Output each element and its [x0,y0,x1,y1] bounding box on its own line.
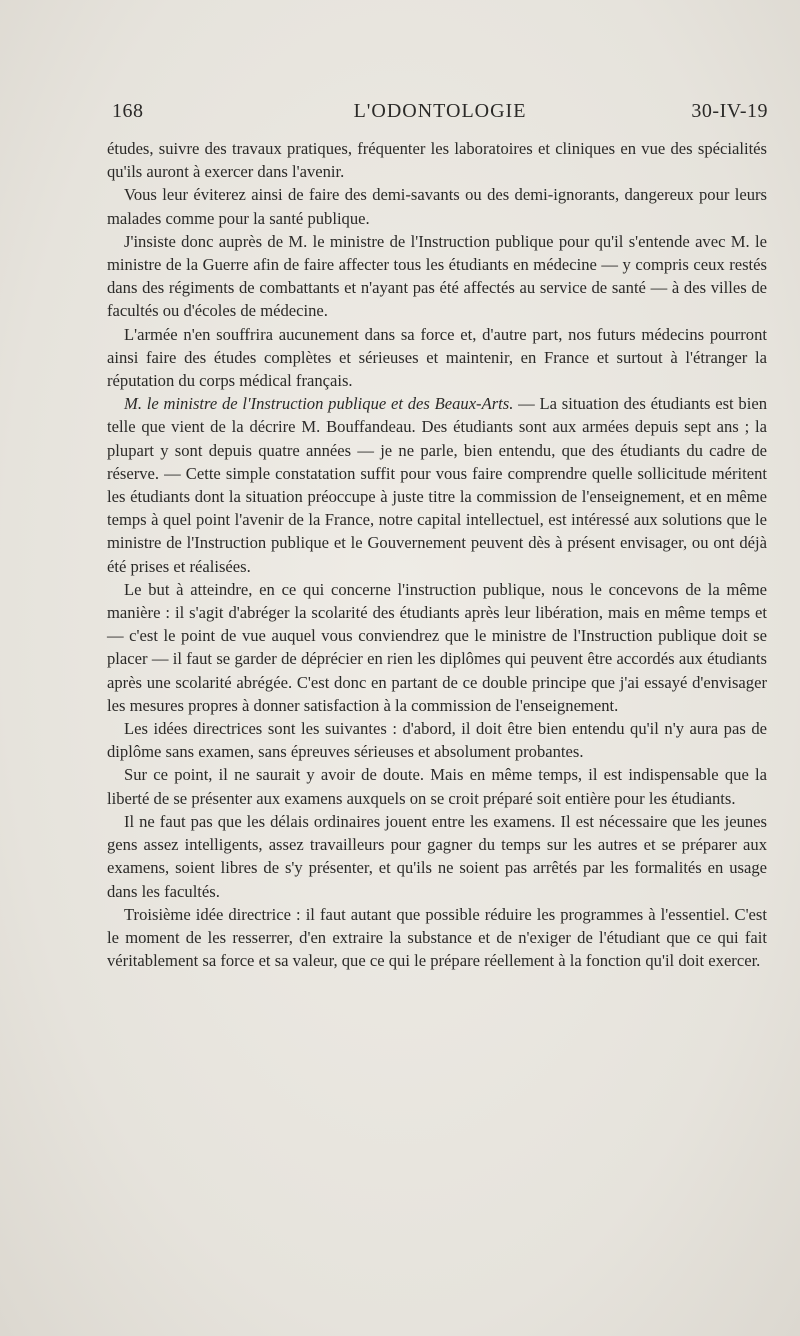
paragraph: Troisième idée directrice : il faut autant que possible réduire les programmes à l'essentiel. C'est le moment de les resserrer, d'en extraire la substance et de n'exiger de l'étudiant que ce qui fait véritablement sa force et sa valeur, que ce qui le prépare réellement à la fonction qu'il doit exercer. [107,904,767,971]
paragraph: J'insiste donc auprès de M. le ministre de l'Instruction publique pour qu'il s'entende avec M. le ministre de la Guerre afin de faire affecter tous les étudiants en médecine — y compris ceux restés dans des régiments de combattants et n'ayant pas été affectés au service de santé — à des villes de facultés ou d'écoles de médecine. [107,231,767,321]
issue-date: 30-IV-19 [691,100,768,122]
paragraph [107,392,767,578]
paragraph: Le but à atteindre, en ce qui concerne l'instruction publique, nous le concevons de la même manière : il s'agit d'abréger la scolarité des étudiants après leur libération, mais en même temps et — c'est le point de vue auquel vous conviendrez que le ministre de l'Instruction publique doit se placer — il faut se garder de déprécier en rien les diplômes qui peuvent être accordés aux étudiants après une scolarité abrégée. C'est donc en partant de ce double principe que j'ai essayé d'envisager les mesures propres à donner satisfaction à la commission de l'enseignement. [107,579,767,715]
journal-title: L'ODONTOLOGIE [353,100,527,122]
speech-text: — La situation des étudiants est bien telle que vient de la décrire M. Bouffandeau. Des étudiants sont aux armées depuis sept ans ; la plupart y sont depuis quatre années — je ne parle, bien entendu, que des étudiants du cadre de réserve. — Cette simple constatation suffit pour vous faire comprendre quelle sollicitude méritent les étudiants dont la situation préoccupe à juste titre la commission de l'enseignement, et en même temps à quel point l'avenir de la France, notre capital intellectuel, est intéressé aux solutions que le ministre de l'Instruction publique et le Gouvernement peuvent dès à présent envisager, ou ont déjà été prises et réalisées. [107,394,767,576]
body-text [107,137,767,972]
paragraph: Il ne faut pas que les délais ordinaires jouent entre les examens. Il est nécessaire que les jeunes gens assez intelligents, assez travailleurs pour gagner du temps sur les autres et se préparer aux examens, soient libres de s'y présenter, et qu'ils ne soient pas arrêtés par les formalités en usage dans les facultés. [107,811,767,901]
paragraph: Sur ce point, il ne saurait y avoir de doute. Mais en même temps, il est indispensable que la liberté de se présenter aux examens auxquels on se croit préparé soit entière pour les étudiants. [107,765,767,808]
paragraph: L'armée n'en souffrira aucunement dans sa force et, d'autre part, nos futurs médecins pourront ainsi faire des études complètes et sérieuses et maintenir, en France et surtout à l'étranger la réputation du corps médical français. [107,324,767,391]
paragraph: études, suivre des travaux pratiques, fréquenter les laboratoires et cliniques en vue des spécialités qu'ils auront à exercer dans l'avenir. [107,139,767,182]
paragraph: Vous leur éviterez ainsi de faire des demi-savants ou des demi-ignorants, dangereux pour leurs malades comme pour la santé publique. [107,185,767,228]
page-number: 168 [112,100,144,122]
running-header [112,100,768,130]
paragraph: Les idées directrices sont les suivantes : d'abord, il doit être bien entendu qu'il n'y aura pas de diplôme sans examen, sans épreuves sérieuses et absolument probantes. [107,719,767,762]
speaker-name: M. le ministre de l'Instruction publique et des Beaux-Arts. [124,394,514,414]
